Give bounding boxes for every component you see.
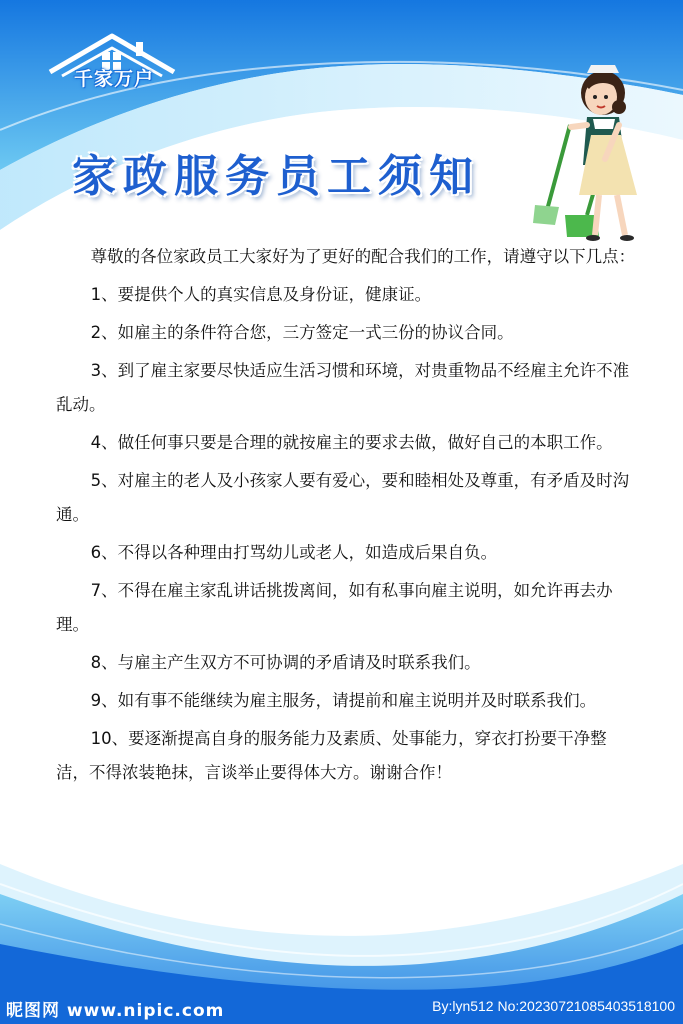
- logo: [40, 28, 185, 98]
- notice-content: [56, 240, 636, 794]
- logo-text: 千家万户: [73, 68, 154, 90]
- rule-item-8: 8、与雇主产生双方不可协调的矛盾请及时联系我们。: [90, 653, 481, 672]
- rule-item-4: 4、做任何事只要是合理的就按雇主的要求去做，做好自己的本职工作。: [90, 433, 613, 452]
- rule-item-3: 3、到了雇主家要尽快适应生活习惯和环境，对贵重物品不经雇主允许不准乱动。: [56, 361, 630, 414]
- bottom-wave-background: [0, 824, 683, 1024]
- intro-paragraph: 尊敬的各位家政员工大家好为了更好的配合我们的工作，请遵守以下几点：: [90, 247, 636, 266]
- rule-item-7: 7、不得在雇主家乱讲话挑拨离间，如有私事向雇主说明，如允许再去办理。: [56, 581, 613, 634]
- rule-item-2: 2、如雇主的条件符合您，三方签定一式三份的协议合同。: [90, 323, 514, 342]
- rule-item-1: 1、要提供个人的真实信息及身份证，健康证。: [90, 285, 432, 304]
- rule-item-9: 9、如有事不能继续为雇主服务，请提前和雇主说明并及时联系我们。: [90, 691, 597, 710]
- watermark-site: 昵图网 www.nipic.com: [6, 1001, 225, 1021]
- rule-item-10: 10、要逐渐提高自身的服务能力及素质、处事能力，穿衣打扮要干净整洁，不得浓装艳抹，言谈举止要得体大方。谢谢合作！: [56, 729, 607, 782]
- rule-item-5: 5、对雇主的老人及小孩家人要有爱心，要和睦相处及尊重，有矛盾及时沟通。: [56, 471, 630, 524]
- housekeeper-illustration: [525, 55, 655, 245]
- page-title: 家政服务员工须知: [72, 151, 480, 202]
- rule-item-6: 6、不得以各种理由打骂幼儿或老人，如造成后果自负。: [90, 543, 498, 562]
- watermark-id: By:lyn512 No:20230721085403518100: [432, 998, 675, 1014]
